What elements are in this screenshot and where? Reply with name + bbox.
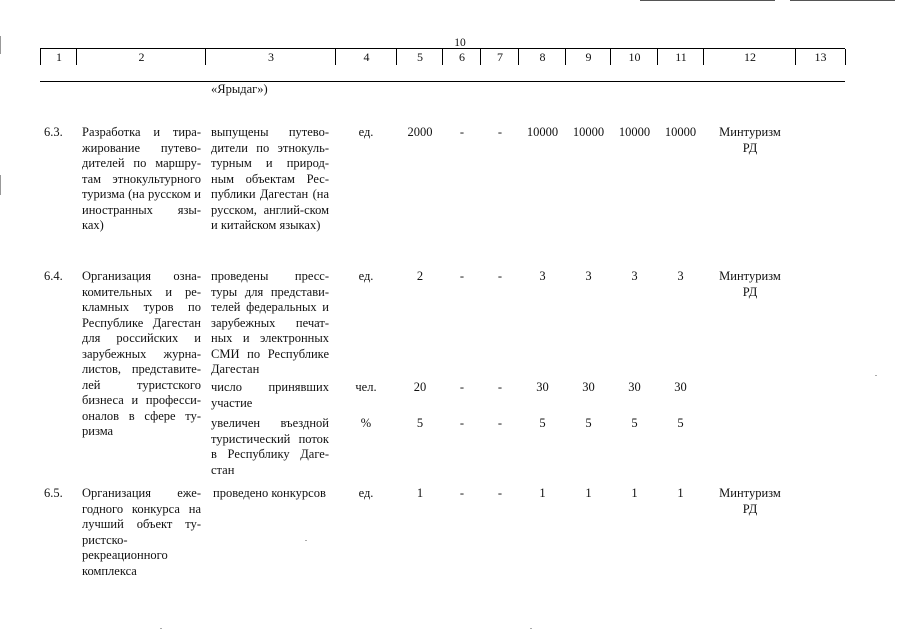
value-col8: 10000 (526, 125, 559, 139)
value-col11: 10000 (664, 125, 697, 139)
indicator-text: выпущены путево-дители по этнокуль-турным и природ-ным объектам Рес-публики Дагестан (на русском, англий-ском и китайском языках) (211, 125, 329, 232)
value-col5: 20 (413, 380, 427, 394)
unit: ед. (358, 125, 374, 139)
column-number: 6 (442, 49, 481, 65)
value-col9: 1 (585, 486, 592, 500)
unit: ед. (358, 486, 374, 500)
indicator-text: число принявших участие (211, 380, 329, 410)
value-col7: - (497, 269, 503, 283)
value-col8: 30 (536, 380, 549, 394)
responsible: Минтуризм РД (719, 486, 781, 516)
responsible: Минтуризм РД (719, 125, 781, 155)
page-number: 10 (454, 37, 466, 49)
value-col9: 30 (582, 380, 595, 394)
row-number: 6.3. (44, 125, 63, 139)
value-col7: - (497, 486, 503, 500)
column-number: 5 (396, 49, 443, 65)
value-col5: 2 (416, 269, 424, 283)
column-number: 2 (76, 49, 206, 65)
scan-speck (160, 628, 162, 629)
value-col8: 3 (539, 269, 546, 283)
indicator-text: проведены пресс-туры для представи-телей федеральных и зарубежных печат-ных и электронных СМИ по Республике Дагестан (211, 269, 329, 376)
column-number: 8 (518, 49, 566, 65)
value-col9: 3 (585, 269, 592, 283)
column-number: 11 (657, 49, 704, 65)
scan-speck (530, 628, 532, 629)
value-col8: 5 (539, 416, 546, 430)
value-col9: 10000 (572, 125, 605, 139)
indicator-text: увеличен въездной туристический поток в Республику Даге-стан (211, 416, 329, 477)
scan-mark (0, 175, 1, 195)
event-description: Организация еже-годного конкурса на лучший объект ту-ристско-рекреационного комплекса (82, 486, 201, 578)
unit: чел. (355, 380, 377, 394)
value-col5: 1 (416, 486, 424, 500)
responsible: Минтуризм РД (719, 269, 781, 299)
row-number: 6.4. (44, 269, 63, 283)
value-col5: 2000 (407, 125, 433, 139)
event-description: Разработка и тира-жирование путево-дителей по маршру-там этнокультурного туризма (на русском и иностранных язы-ках) (82, 125, 201, 232)
event-description: Организация озна-комительных и ре-кламных туров по Республике Дагестан для российских и зарубежных журна-листов, представите-лей туристского бизнеса и професси-оналов в сфере ту-ризма (82, 269, 201, 438)
continuation-text: «Ярыдаг») (211, 82, 268, 96)
value-col6: - (459, 486, 465, 500)
value-col10: 5 (631, 416, 638, 430)
scan-speck (875, 375, 877, 376)
column-number: 7 (480, 49, 519, 65)
value-col10: 1 (631, 486, 638, 500)
value-col10: 30 (628, 380, 641, 394)
value-col11: 3 (677, 269, 684, 283)
scan-mark (0, 36, 1, 54)
value-col6: - (459, 269, 465, 283)
table-header (40, 48, 845, 82)
indicator-text: проведено конкурсов (213, 486, 326, 500)
row-number: 6.5. (44, 486, 63, 500)
value-col5: 5 (416, 416, 424, 430)
value-col7: - (497, 125, 503, 139)
value-col10: 3 (631, 269, 638, 283)
scan-rule (790, 0, 895, 1)
value-col7: - (497, 416, 503, 430)
column-number: 12 (703, 49, 796, 65)
column-number: 10 (610, 49, 658, 65)
column-number: 4 (335, 49, 397, 65)
value-col10: 10000 (618, 125, 651, 139)
value-col8: 1 (539, 486, 546, 500)
column-number: 1 (40, 49, 77, 65)
value-col11: 5 (677, 416, 684, 430)
unit: ед. (358, 269, 374, 283)
value-col6: - (459, 125, 465, 139)
value-col11: 30 (674, 380, 687, 394)
value-col6: - (459, 380, 465, 394)
scan-speck (305, 540, 307, 541)
column-number: 9 (565, 49, 611, 65)
column-number: 3 (205, 49, 336, 65)
value-col6: - (459, 416, 465, 430)
value-col7: - (497, 380, 503, 394)
value-col9: 5 (585, 416, 592, 430)
column-number: 13 (795, 49, 846, 65)
unit: % (360, 416, 372, 430)
value-col11: 1 (677, 486, 684, 500)
scan-rule (640, 0, 775, 1)
